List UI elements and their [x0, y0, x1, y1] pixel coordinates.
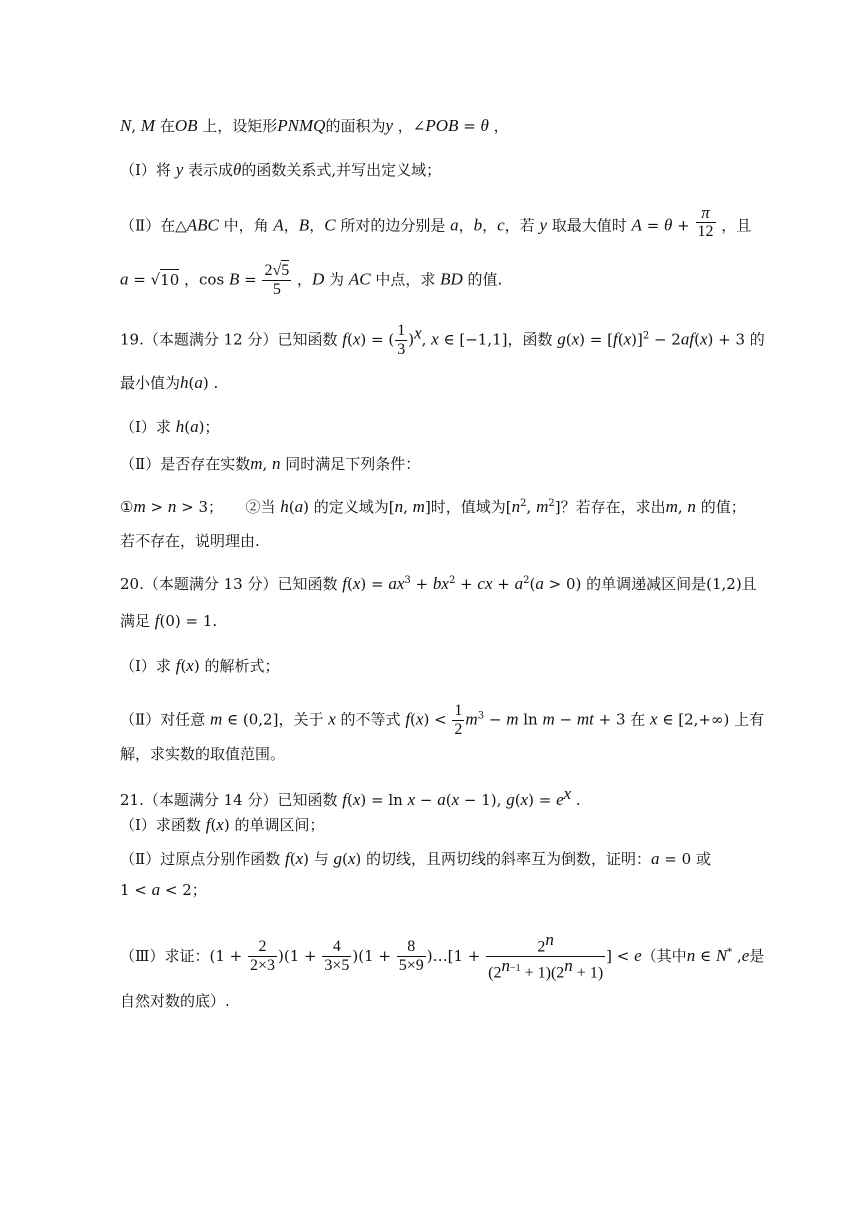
text-line-9: ①m > n > 3； ②当 h(a) 的定义域为[n, m]时，值域为[$n^2$, $m^2$]？若存在，求出m, n 的值； [120, 497, 746, 516]
text-line-21: 自然对数的底）. [120, 992, 230, 1010]
text-line-16: 21.（本题满分 14 分）已知函数 f(x) = ln x − a(x − 1), $g(x) = e^x$ . [120, 784, 581, 809]
text-line-15: 解，求实数的取值范围。 [120, 745, 286, 763]
text-line-1: N, M 在OB 上，设矩形PNMQ的面积为y ，∠POB = θ ， [120, 116, 509, 135]
text-line-10: 若不存在，说明理由. [120, 532, 260, 550]
text-line-6: 最小值为h(a) . [120, 373, 219, 392]
text-line-14: （Ⅱ）对任意 m ∈ (0,2]，关于 x 的不等式 f(x) < $\frac{1}{2}$ $m^3 - m$ ln m − mt + 3 在 x ∈ [2,+∞) 上有 [120, 702, 765, 738]
text-line-13: （Ⅰ）求 f(x) 的解析式； [120, 656, 280, 675]
text-line-11: 20.（本题满分 13 分）已知函数 $f(x) = ax^3 + bx^2$ + cx + $a^2(a > 0)$ 的单调递减区间是(1,2)且 [120, 574, 757, 593]
text-line-18: （Ⅱ）过原点分别作函数 f(x) 与 g(x) 的切线，且两切线的斜率互为倒数，证明：a = 0 或 [120, 849, 711, 868]
text-line-7: （Ⅰ）求 h(a)； [120, 417, 220, 436]
text-line-20: （Ⅲ）求证：(1 + $\frac{2}{2\times 3}$ )(1 + $\frac{4}{3\times 5}$ )(1 + $\frac{8}{5\times 9}$ )…[1 + $\frac{2^n}{(2^{n-1} + 1)(2^n + 1)}$ ] < e（其中n ∈ N* ,e是 [120, 930, 765, 982]
text-line-19: 1 < a < 2； [120, 880, 207, 899]
text-line-12: 满足 f(0) = 1. [120, 611, 218, 630]
text-line-17: （Ⅰ）求函数 f(x) 的单调区间； [120, 815, 325, 834]
text-line-2: （Ⅰ）将 y 表示成θ的函数关系式,并写出定义域； [120, 160, 442, 179]
text-line-8: （Ⅱ）是否存在实数m, n 同时满足下列条件： [120, 454, 421, 473]
text-line-5: 19.（本题满分 12 分）已知函数 f(x) = ( $\frac{1}{3}$ )$^x$, x ∈ [−1,1]，函数 $g(x) = [f(x)]^2 - 2af(x) + 3$ 的 [120, 322, 765, 358]
text-line-3: （Ⅱ）在△ABC 中，角 A，B，C 所对的边分别是 a，b，c，若 y 取最大值时 A = θ + $\frac{\pi}{12}$ ，且 [120, 203, 752, 240]
text-line-4: a = √10 ，cos B = $\frac{2√5}{5}$ ，D 为 AC 中点，求 BD 的值. [120, 262, 503, 298]
